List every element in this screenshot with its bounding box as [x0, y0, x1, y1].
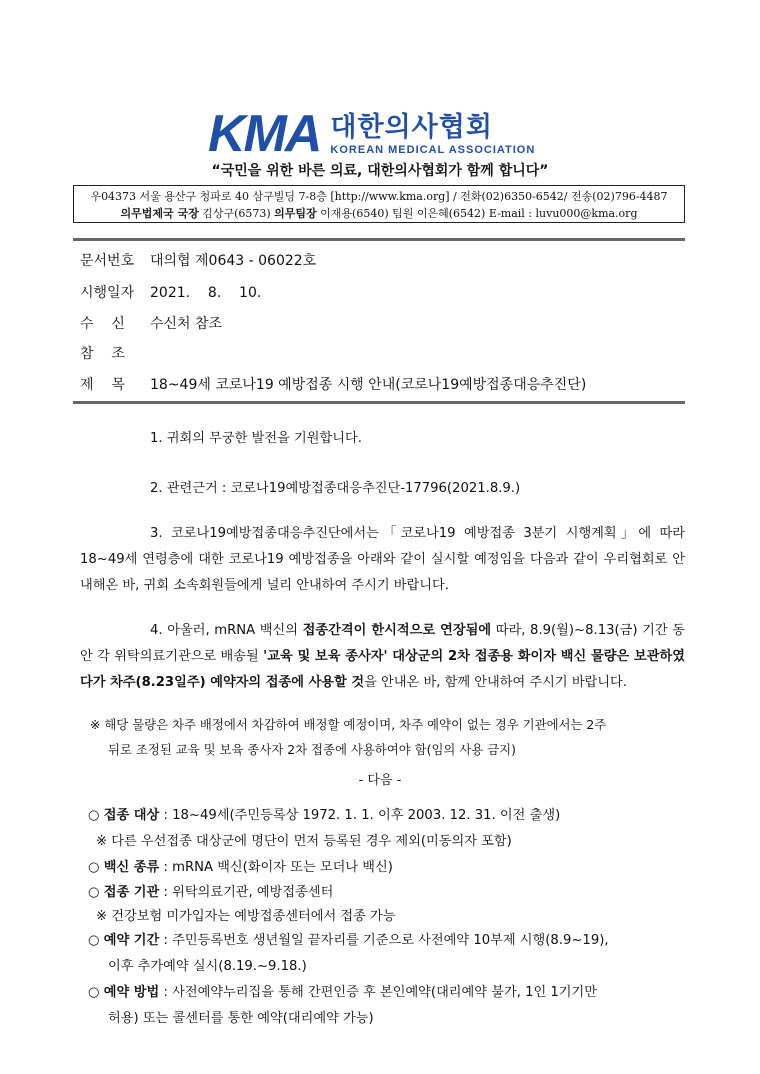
item-value: : 사전예약누리집을 통해 간편인증 후 본인예약(대리예약 불가, 1인 1기기만 [159, 985, 598, 1000]
paragraph-1: 1. 귀회의 무궁한 발전을 기원합니다. [150, 431, 362, 446]
item-target [88, 803, 685, 829]
bullet-icon: ○ [88, 860, 100, 875]
item-period [88, 928, 685, 954]
p4-text: 4. 아울러, mRNA 백신의 [150, 623, 303, 638]
header-rule-bottom [73, 401, 685, 404]
contact-rest: 이재용(6540) 팀원 이은혜(6542) E-mail : luvu000@kma.org [316, 207, 638, 220]
item-target-note: ※ 다른 우선접종 대상군에 명단이 먼저 등록된 경우 제외(미동의자 포함) [96, 834, 512, 849]
p4-text: 을 안내온 바, 함께 안내하여 주시기 바랍니다. [364, 675, 627, 690]
meta-label: 제 목 [80, 377, 125, 393]
item-label: 예약 방법 [103, 985, 160, 1000]
note-1-line-2: 뒤로 조정된 교육 및 보육 종사자 2차 접종에 사용하여야 함(임의 사용 금지) [108, 742, 516, 757]
item-site-note: ※ 건강보험 미가입자는 예방접종센터에서 접종 가능 [96, 909, 396, 924]
paragraph-4 [80, 618, 685, 696]
note-1-line-1: ※ 해당 물량은 차주 배정에서 차감하여 배정할 예정이며, 차주 예약이 없는 경우 기관에서는 2주 [90, 717, 607, 732]
p4-text: 따라, 8.9(월)~8.13(금) 기간 동안 각 위탁의료기관으로 배송될 [80, 623, 686, 664]
contact-line-2 [74, 205, 684, 222]
item-label: 백신 종류 [103, 860, 160, 875]
item-method [88, 980, 685, 1006]
meta-label: 문서번호 [80, 253, 135, 269]
p4-bold: '교육 및 보육 종사자' 대상군의 2차 접종용 화이자 백신 물량은 보관하였다가 차주(8.23일주) 예약자의 접종에 사용할 것 [80, 649, 685, 690]
logo-english-name: KOREAN MEDICAL ASSOCIATION [330, 143, 536, 156]
item-period-line-2: 이후 추가예약 실시(8.19.~9.18.) [108, 959, 307, 974]
meta-subject [80, 374, 586, 394]
paragraph-2: 2. 관련근거 : 코로나19예방접종대응추진단-17796(2021.8.9.) [150, 481, 521, 496]
contact-line-1: 우04373 서울 용산구 청파로 40 삼구빌딩 7-8층 [http://www.kma.org] / 전화(02)6350-6542/ 전송(02)796-4487 [90, 190, 668, 203]
meta-ref [80, 343, 150, 363]
meta-label: 수 신 [80, 316, 125, 332]
meta-label: 참 조 [80, 346, 125, 362]
logo-korean-name: 대한의사협회 [330, 111, 493, 143]
item-value: : 18~49세(주민등록상 1972. 1. 1. 이후 2003. 12. 31. 이전 출생) [159, 808, 561, 823]
bullet-icon: ○ [88, 985, 100, 1000]
contact-name-1: 김상구(6573) [198, 207, 275, 220]
meta-value: 수신처 참조 [150, 316, 223, 332]
paragraph-3: 3. 코로나19예방접종대응추진단에서는「코로나19 예방접종 3분기 시행계획」에 따라 18~49세 연령층에 대한 코로나19 예방접종을 아래와 같이 실시할 예정임을 다음과 같이 우리협회로 안내해온 바, 귀회 소속회원들에게 널리 안내하여 주시기 바랍니다. [80, 526, 685, 593]
item-value: : 위탁의료기관, 예방접종센터 [159, 885, 334, 900]
meta-value: 2021. 8. 10. [150, 285, 262, 301]
item-method-line-2: 허용) 또는 콜센터를 통한 예약(대리예약 가능) [108, 1011, 374, 1026]
item-value: : mRNA 백신(화이자 또는 모더나 백신) [159, 860, 393, 875]
meta-value: 18~49세 코로나19 예방접종 시행 안내(코로나19예방접종대응추진단) [150, 377, 587, 393]
contact-box [73, 185, 685, 223]
slogan: “국민을 위한 바른 의료, 대한의사협회가 함께 합니다” [211, 163, 549, 179]
item-label: 접종 대상 [103, 808, 160, 823]
kma-logo [208, 105, 536, 163]
meta-label: 시행일자 [80, 285, 135, 301]
next-heading: - 다음 - [358, 773, 402, 788]
meta-doc-no [80, 250, 316, 270]
item-label: 접종 기관 [103, 885, 160, 900]
item-value: : 주민등록번호 생년월일 끝자리를 기준으로 사전예약 10부제 시행(8.9~19), [159, 933, 609, 948]
kma-logo-mark: KMA [208, 105, 321, 163]
bullet-icon: ○ [88, 808, 100, 823]
p4-bold: 접종간격이 한시적으로 연장됨에 [302, 623, 492, 638]
contact-title-1: 의무법제국 국장 [120, 207, 199, 220]
meta-to [80, 313, 222, 333]
item-vaccine [88, 855, 685, 881]
bullet-icon: ○ [88, 885, 100, 900]
item-label: 예약 기간 [103, 933, 160, 948]
header-rule-top [73, 238, 685, 241]
meta-value: 대의협 제0643 - 06022호 [150, 253, 317, 269]
meta-date [80, 282, 261, 302]
item-site [88, 880, 685, 906]
contact-title-2: 의무팀장 [274, 207, 317, 220]
bullet-icon: ○ [88, 933, 100, 948]
